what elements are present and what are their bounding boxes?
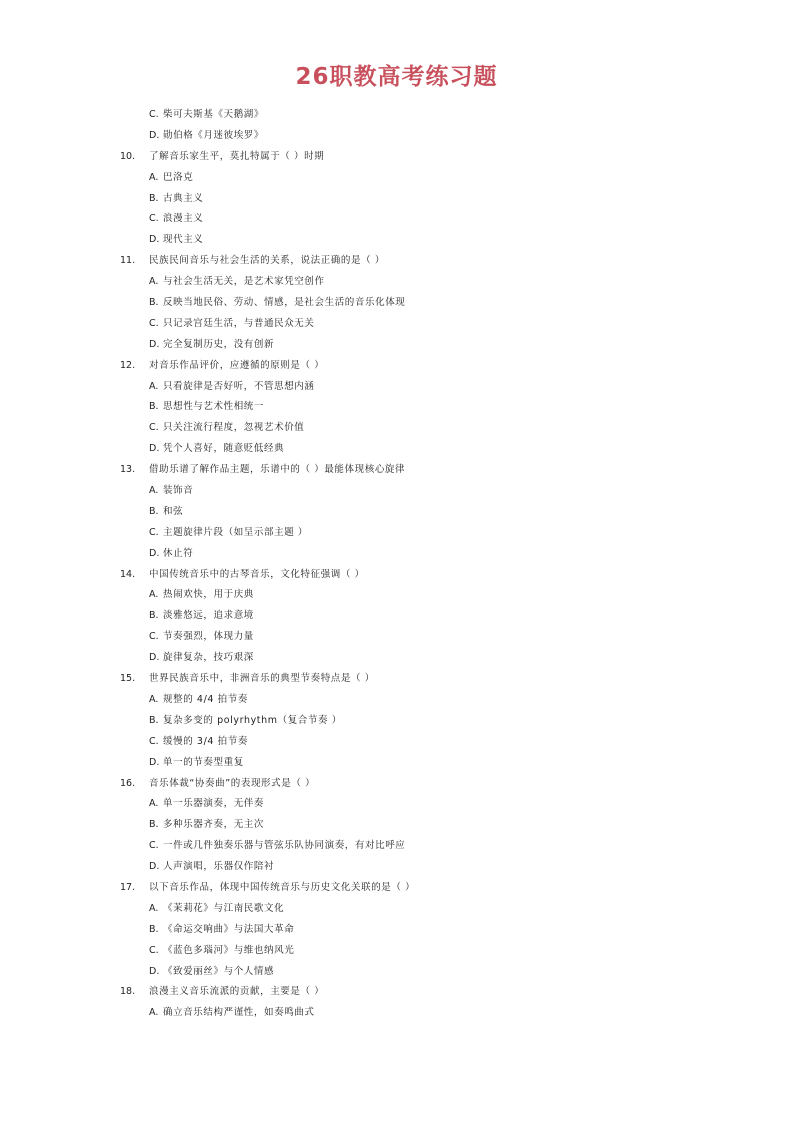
question-number: 12. xyxy=(120,359,136,371)
option-label: A. xyxy=(149,171,159,183)
option-line xyxy=(0,209,793,230)
question-line xyxy=(0,878,793,899)
option-label: A. xyxy=(149,902,159,914)
option-text: 人声演唱，乐器仅作陪衬 xyxy=(163,861,275,873)
option-line xyxy=(0,544,793,565)
option-line xyxy=(0,126,793,147)
option-line xyxy=(0,899,793,920)
option-label: B. xyxy=(149,714,159,726)
option-label: D. xyxy=(149,443,160,455)
question-text: 民族民间音乐与社会生活的关系，说法正确的是（ ） xyxy=(149,255,385,267)
option-label: B. xyxy=(149,297,159,309)
option-text: 只记录宫廷生活，与普通民众无关 xyxy=(163,317,315,329)
question-number: 15. xyxy=(120,673,136,685)
option-line xyxy=(0,502,793,523)
option-label: C. xyxy=(149,213,159,225)
option-line xyxy=(0,523,793,544)
option-label: A. xyxy=(149,380,159,392)
option-label: A. xyxy=(149,798,159,810)
question-line xyxy=(0,774,793,795)
option-label: C. xyxy=(149,317,159,329)
question-number: 17. xyxy=(120,881,136,893)
option-line xyxy=(0,105,793,126)
option-text: 完全复制历史，没有创新 xyxy=(163,338,275,350)
option-text: 规整的 4/4 拍节奏 xyxy=(163,693,248,705)
option-text: 柴可夫斯基《天鹅湖》 xyxy=(163,109,265,120)
question-line xyxy=(0,460,793,481)
option-label: D. xyxy=(149,129,160,141)
option-text: 巴洛克 xyxy=(163,171,194,183)
option-label: B. xyxy=(149,610,159,622)
option-label: A. xyxy=(149,1007,159,1019)
option-label: A. xyxy=(149,693,159,705)
question-text: 世界民族音乐中，非洲音乐的典型节奏特点是（ ） xyxy=(149,673,375,685)
option-label: D. xyxy=(149,547,160,559)
option-text: 《命运交响曲》与法国大革命 xyxy=(163,923,295,935)
option-line xyxy=(0,732,793,753)
option-line xyxy=(0,335,793,356)
option-text: 现代主义 xyxy=(163,234,204,246)
option-text: 凭个人喜好，随意贬低经典 xyxy=(163,443,285,455)
option-label: B. xyxy=(149,819,159,831)
option-label: B. xyxy=(149,505,159,517)
option-line xyxy=(0,836,793,857)
option-label: A. xyxy=(149,276,159,288)
option-text: 一件或几件独奏乐器与管弦乐队协同演奏，有对比呼应 xyxy=(163,840,406,852)
option-text: 思想性与艺术性相统一 xyxy=(163,401,265,413)
option-line xyxy=(0,293,793,314)
option-text: 《致爱丽丝》与个人情感 xyxy=(163,965,275,977)
option-label: C. xyxy=(149,109,159,120)
option-line xyxy=(0,690,793,711)
option-text: 《蓝色多瑙河》与维也纳风光 xyxy=(163,944,295,956)
question-text: 对音乐作品评价，应遵循的原则是（ ） xyxy=(149,359,325,371)
question-text: 中国传统音乐中的古琴音乐，文化特征强调（ ） xyxy=(149,568,365,580)
option-label: D. xyxy=(149,965,160,977)
option-text: 只看旋律是否好听，不管思想内涵 xyxy=(163,380,315,392)
option-line xyxy=(0,314,793,335)
question-line xyxy=(0,147,793,168)
option-line xyxy=(0,439,793,460)
option-text: 主题旋律片段（如呈示部主题 ） xyxy=(163,526,309,538)
option-text: 淡雅悠远，追求意境 xyxy=(163,610,254,622)
option-line xyxy=(0,753,793,774)
option-text: 装饰音 xyxy=(163,485,194,497)
option-label: D. xyxy=(149,652,160,664)
option-line xyxy=(0,606,793,627)
option-text: 单一乐器演奏，无伴奏 xyxy=(163,798,265,810)
option-text: 与社会生活无关，是艺术家凭空创作 xyxy=(163,276,325,288)
option-text: 旋律复杂，技巧艰深 xyxy=(163,652,254,664)
option-label: C. xyxy=(149,735,159,747)
option-text: 缓慢的 3/4 拍节奏 xyxy=(163,735,248,747)
option-label: C. xyxy=(149,526,159,538)
option-text: 热闹欢快，用于庆典 xyxy=(163,589,254,601)
option-line xyxy=(0,272,793,293)
option-label: C. xyxy=(149,422,159,434)
option-text: 反映当地民俗、劳动、情感，是社会生活的音乐化体现 xyxy=(163,297,406,309)
option-text: 节奏强烈，体现力量 xyxy=(163,631,254,643)
option-line xyxy=(0,397,793,418)
question-number: 13. xyxy=(120,464,136,476)
option-line xyxy=(0,941,793,962)
question-line xyxy=(0,565,793,586)
option-text: 只关注流行程度，忽视艺术价值 xyxy=(163,422,305,434)
option-text: 浪漫主义 xyxy=(163,213,204,225)
option-label: A. xyxy=(149,485,159,497)
question-line xyxy=(0,669,793,690)
question-text: 以下音乐作品，体现中国传统音乐与历史文化关联的是（ ） xyxy=(149,881,416,893)
option-line xyxy=(0,189,793,210)
option-line xyxy=(0,711,793,732)
option-text: 勋伯格《月迷彼埃罗》 xyxy=(163,129,265,141)
option-label: D. xyxy=(149,234,160,246)
option-text: 休止符 xyxy=(163,547,194,559)
option-line xyxy=(0,962,793,983)
option-text: 多种乐器齐奏，无主次 xyxy=(163,819,265,831)
option-line xyxy=(0,794,793,815)
option-line xyxy=(0,815,793,836)
option-label: D. xyxy=(149,756,160,768)
option-line xyxy=(0,585,793,606)
option-label: C. xyxy=(149,840,159,852)
question-text: 了解音乐家生平，莫扎特属于（ ）时期 xyxy=(149,150,325,162)
option-label: C. xyxy=(149,631,159,643)
option-text: 和弦 xyxy=(163,505,184,517)
option-label: B. xyxy=(149,192,159,204)
option-line xyxy=(0,648,793,669)
option-label: B. xyxy=(149,401,159,413)
question-list xyxy=(0,105,793,1024)
option-line xyxy=(0,418,793,439)
option-line xyxy=(0,857,793,878)
question-text: 借助乐谱了解作品主题，乐谱中的（ ）最能体现核心旋律 xyxy=(149,464,406,476)
option-line xyxy=(0,627,793,648)
option-label: C. xyxy=(149,944,159,956)
question-line xyxy=(0,982,793,1003)
option-line xyxy=(0,168,793,189)
option-text: 《茉莉花》与江南民歌文化 xyxy=(163,902,285,914)
question-text: 浪漫主义音乐流派的贡献，主要是（ ） xyxy=(149,986,325,998)
question-number: 14. xyxy=(120,568,136,580)
option-line xyxy=(0,377,793,398)
option-text: 单一的节奏型重复 xyxy=(163,756,244,768)
page-title: 26职教高考练习题 xyxy=(295,64,498,90)
question-number: 11. xyxy=(120,255,136,267)
option-label: B. xyxy=(149,923,159,935)
question-line xyxy=(0,356,793,377)
option-text: 复杂多变的 polyrhythm（复合节奏 ） xyxy=(163,714,342,726)
option-line xyxy=(0,1003,793,1024)
option-line xyxy=(0,230,793,251)
question-number: 10. xyxy=(120,150,136,162)
question-number: 18. xyxy=(120,986,136,998)
option-label: D. xyxy=(149,861,160,873)
option-text: 确立音乐结构严谨性，如奏鸣曲式 xyxy=(163,1007,315,1019)
question-number: 16. xyxy=(120,777,136,789)
question-line xyxy=(0,251,793,272)
option-text: 古典主义 xyxy=(163,192,204,204)
option-line xyxy=(0,920,793,941)
option-label: D. xyxy=(149,338,160,350)
question-text: 音乐体裁“协奏曲”的表现形式是（ ） xyxy=(149,777,316,789)
option-label: A. xyxy=(149,589,159,601)
option-line xyxy=(0,481,793,502)
